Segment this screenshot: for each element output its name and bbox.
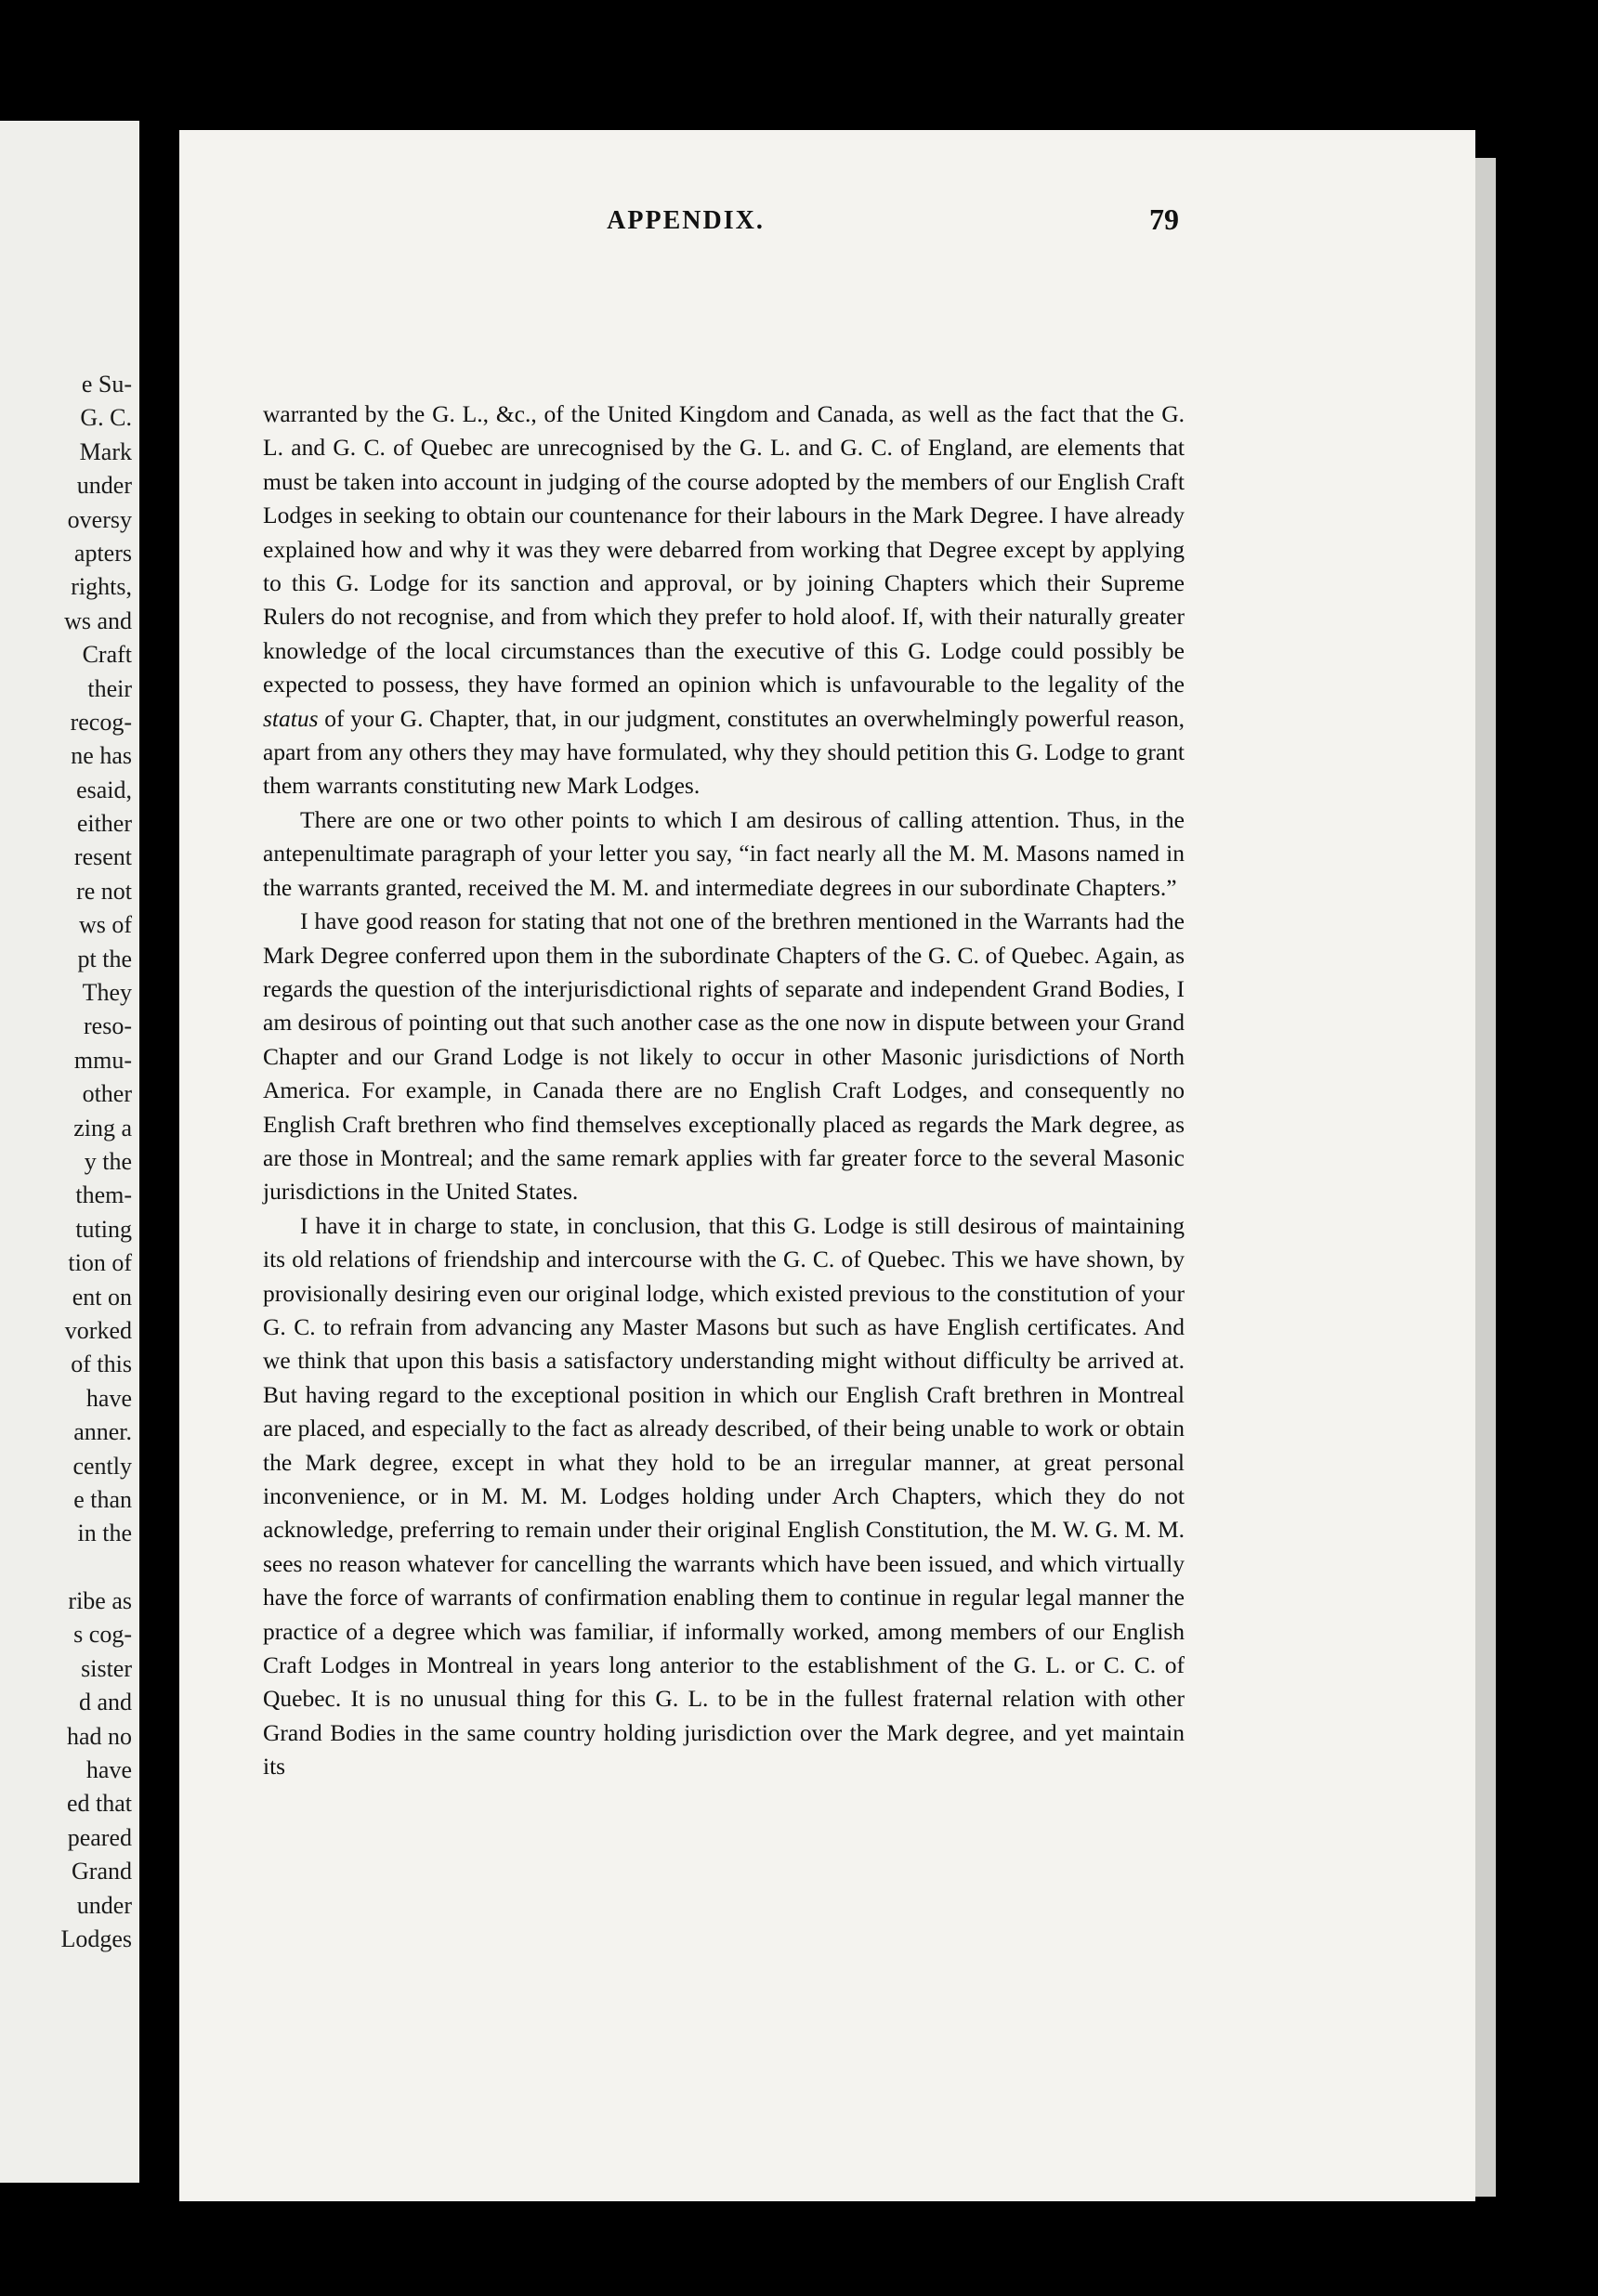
facing-page-line: tuting: [75, 1215, 132, 1243]
facing-page-line: esaid,: [76, 776, 132, 803]
paragraph-1: [263, 398, 1185, 803]
facing-page-line: zing a: [73, 1114, 132, 1141]
facing-page-line: Craft: [82, 641, 132, 669]
paragraph-2: There are one or two other points to which I am desirous of calling attention. Thus, in the antepenultimate paragraph of your letter you say, “in fact nearly all the M. M. Masons named in the warrants granted, received the M. M. and intermediate degrees in our subordinate Chapters.”: [263, 805, 1185, 901]
paragraph-1-end: of your G. Chapter, that, in our judgment, constitutes an overwhelmingly powerful reason, apart from any others they may have formulated, why they should petition this G. Lodge to grant them warrants constituting new Mark Lodges.: [263, 704, 1185, 800]
paragraph-4: I have it in charge to state, in conclusion, that this G. Lodge is still desirous of maintaining its old relations of friendship and intercourse with the G. C. of Quebec. This we have shown, by provisionally desiring even our original lodge, which existed previous to the constitution of your G. C. to refrain from advancing any Master Masons but such as have English certificates. And we think that upon this basis a satisfactory understanding might without difficulty be arrived at. But having regard to the exceptional position in which our English Craft brethren in Montreal are placed, and especially to the fact as already described, of their being unable to work or obtain the Mark degree, except in what they hold to be an irregular manner, at great personal inconvenience, or in M. M. M. Lodges holding under Arch Chapters, which they do not acknowledge, preferring to remain under their original English Constitution, the M. W. G. M. M. sees no reason whatever for cancelling the warrants which have been issued, and which virtually have the force of warrants of confirmation enabling them to continue in regular legal manner the practice of a degree which was familiar, if informally worked, among members of our English Craft Lodges in Montreal in years long anterior to the establishment of the G. L. or C. C. of Quebec. It is no unusual thing for this G. L. to be in the fullest fraternal relation with other Grand Bodies in the same country holding jurisdiction over the Mark degree, and yet maintain its: [263, 1211, 1185, 1781]
facing-page-line: mmu-: [73, 1046, 132, 1074]
facing-page-line: e than: [73, 1485, 132, 1513]
facing-page-line: They: [82, 979, 132, 1007]
facing-page-line: ribe as: [68, 1587, 132, 1615]
facing-page-line: vorked: [64, 1316, 132, 1344]
page-body: [263, 398, 1185, 1784]
paragraph-1-text: warranted by the G. L., &c., of the United Kingdom and Canada, as well as the fact that the G. L. and G. C. of Quebec are unrecognised by the G. L. and G. C. of England, are elements that must be taken into account in judging of the course adopted by the members of our English Craft Lodges in seeking to obtain our countenance for their labours in the Mark Degree. I have already explained how and why it was they were debarred from working that Degree except by applying to this G. Lodge for its sanction and approval, or by joining Chapters which their Supreme Rulers do not recognise, and from which they prefer to hold aloof. If, with their naturally greater knowledge of the local circumstances than the executive of this G. Lodge could possibly be expected to possess, they have formed an opinion which is unfavourable to the legality of the: [263, 400, 1185, 698]
facing-page-line: them-: [75, 1181, 132, 1209]
facing-page-line: G. C.: [80, 404, 132, 432]
facing-page-line: cently: [72, 1452, 132, 1480]
facing-page-line: oversy: [67, 505, 132, 533]
facing-page-line: other: [82, 1080, 132, 1108]
facing-page-line: e Su-: [81, 371, 132, 398]
running-head: APPENDIX.: [607, 206, 765, 235]
facing-page-line: under: [76, 1891, 132, 1919]
facing-page-line: ed that: [66, 1790, 132, 1818]
facing-page-line: y the: [84, 1147, 132, 1175]
facing-page-line: apters: [73, 539, 132, 567]
facing-page-line: Lodges: [60, 1924, 132, 1952]
facing-page-line: s cog-: [73, 1621, 132, 1649]
facing-page-edge: [0, 121, 139, 2183]
italic-status: status: [263, 704, 319, 732]
facing-page-line: Grand: [72, 1858, 132, 1885]
facing-page-line: anner.: [73, 1418, 132, 1446]
facing-page-line: reso-: [84, 1012, 132, 1040]
facing-page-line: their: [87, 674, 132, 702]
facing-page-line: either: [76, 810, 132, 838]
facing-page-line: peared: [67, 1823, 132, 1851]
facing-page-line: resent: [73, 843, 132, 871]
facing-page-line: re not: [76, 877, 132, 905]
facing-page-line: had no: [66, 1722, 132, 1750]
facing-page-line: have: [85, 1756, 132, 1784]
facing-page-line: ent on: [72, 1283, 132, 1311]
facing-page-line: have: [85, 1384, 132, 1412]
facing-page-line: under: [76, 472, 132, 500]
facing-page-line: ne has: [71, 742, 132, 770]
facing-page-line: [60, 1551, 132, 1585]
facing-page-line: pt the: [77, 945, 132, 972]
facing-page-text: [60, 368, 132, 1956]
facing-page-line: in the: [77, 1520, 132, 1547]
paragraph-3: I have good reason for stating that not one of the brethren mentioned in the Warrants had the Mark Degree conferred upon them in the subordinate Chapters of the G. C. of Quebec. Again, as regards the question of the interjurisdictional rights of separate and independent Grand Bodies, I am desirous of pointing out that such another case as the one now in dispute between your Grand Chapter and our Grand Lodge is not likely to occur in other Masonic jurisdictions of North America. For example, in Canada there are no English Craft Lodges, and consequently no English Craft brethren who find themselves exceptionally placed as regards the Mark degree, as are those in Montreal; and the same remark applies with far greater force to the several Masonic jurisdictions in the United States.: [263, 907, 1185, 1206]
facing-page-line: rights,: [71, 573, 132, 601]
page-number: 79: [1149, 202, 1179, 236]
facing-page-line: sister: [81, 1654, 132, 1682]
facing-page-line: d and: [78, 1689, 132, 1716]
facing-page-line: tion of: [68, 1249, 132, 1277]
facing-page-line: ws of: [78, 911, 132, 939]
facing-page-line: Mark: [79, 437, 132, 465]
facing-page-line: recog-: [70, 708, 132, 736]
facing-page-line: ws and: [64, 607, 132, 634]
facing-page-line: of this: [71, 1350, 132, 1378]
